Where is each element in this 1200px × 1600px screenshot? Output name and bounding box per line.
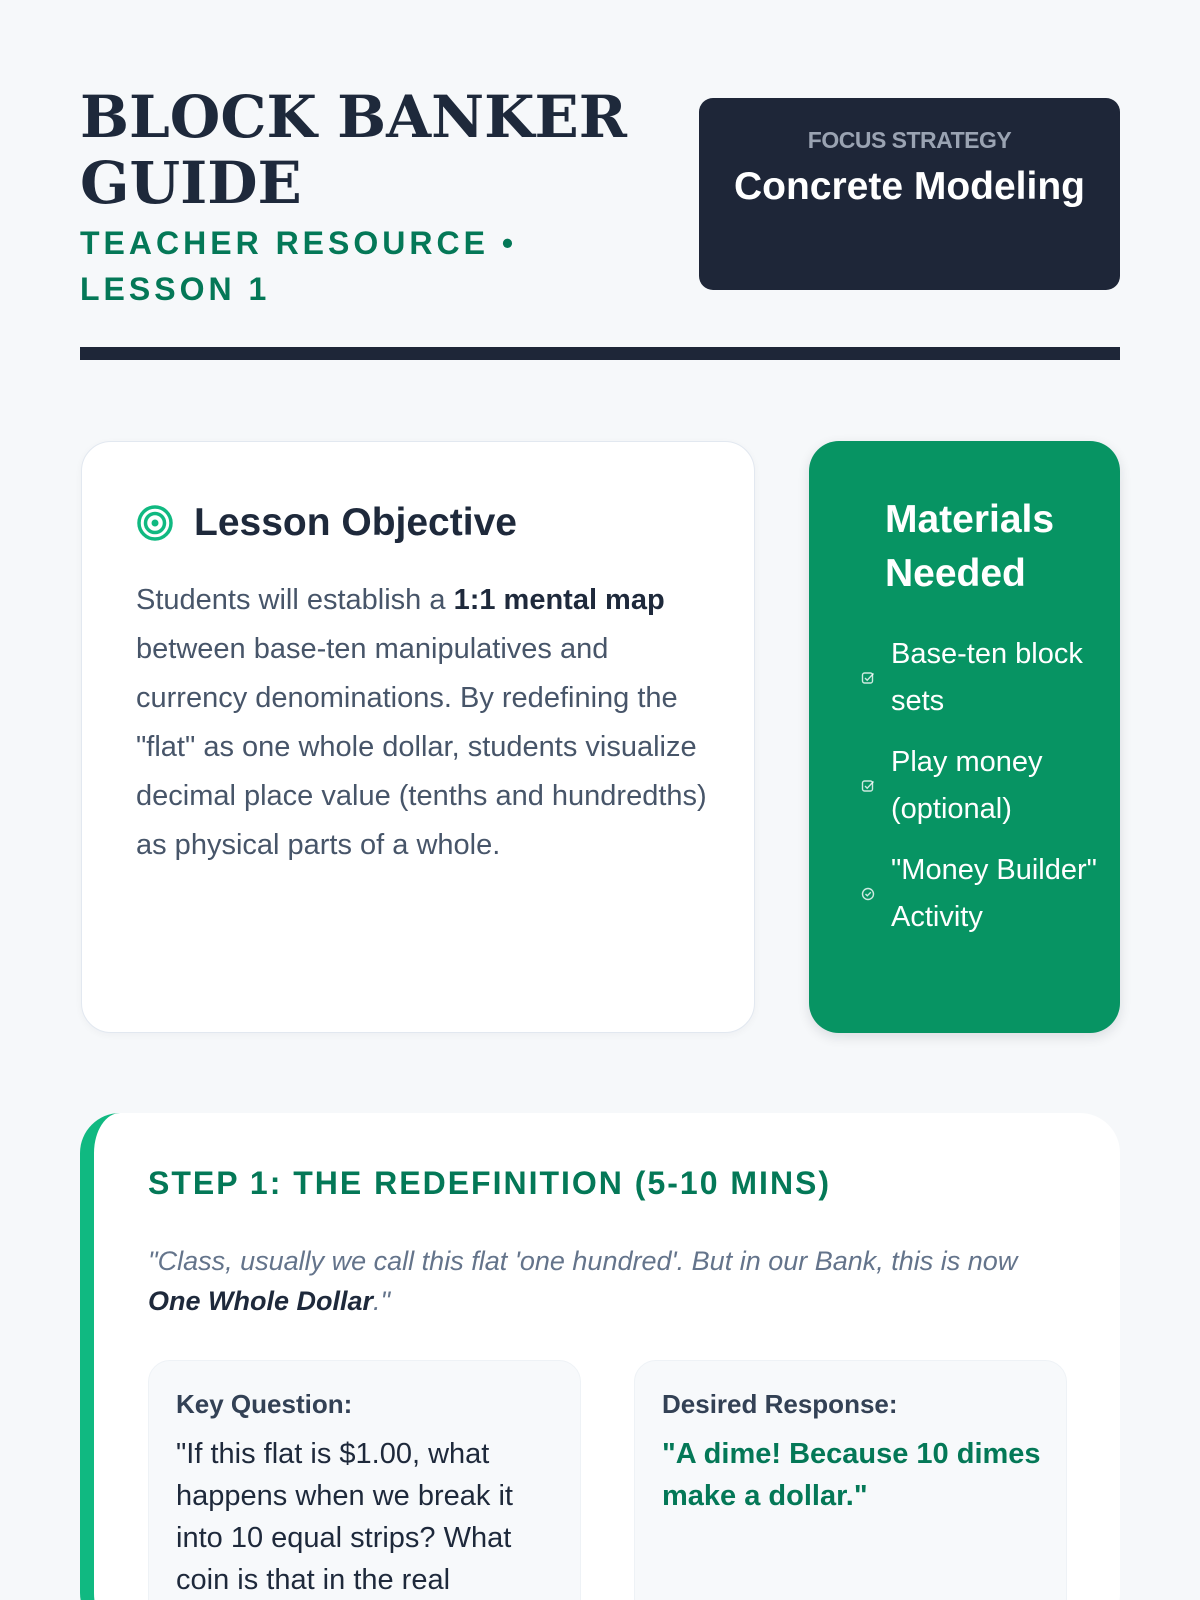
header bbox=[80, 83, 1120, 307]
quote-part: "Class, usually we call this flat 'one hundred'. But in our Bank, this is now bbox=[148, 1246, 1018, 1276]
materials-card bbox=[809, 441, 1120, 1033]
desired-response-box bbox=[634, 1360, 1067, 1600]
teacher-script-quote bbox=[148, 1241, 1068, 1321]
header-divider bbox=[80, 347, 1120, 360]
objective-text bbox=[136, 576, 716, 870]
list-item bbox=[861, 847, 1101, 941]
focus-strategy-label: FOCUS STRATEGY bbox=[807, 127, 1012, 153]
step-title: STEP 1: THE REDEFINITION (5-10 MINS) bbox=[148, 1165, 832, 1201]
objective-text-part: between base-ten manipulatives and currency denominations. By redefining the "flat" as one whole dollar, students visualize decimal place value (tenths and hundredths) as physical parts of a whole. bbox=[136, 633, 707, 861]
desired-response-text: "A dime! Because 10 dimes make a dollar." bbox=[662, 1438, 1041, 1512]
check-circle-icon bbox=[861, 887, 875, 901]
quote-emphasis: One Whole Dollar bbox=[148, 1286, 374, 1316]
list-item bbox=[861, 631, 1101, 725]
focus-strategy-value: Concrete Modeling bbox=[733, 165, 1086, 208]
objective-text-part: Students will establish a bbox=[136, 584, 454, 616]
key-question-label: Key Question: bbox=[176, 1389, 353, 1419]
list-item bbox=[861, 739, 1101, 833]
target-icon bbox=[136, 504, 174, 542]
page-subtitle: TEACHER RESOURCE • LESSON 1 bbox=[80, 225, 518, 307]
key-question-text: "If this flat is $1.00, what happens when we break it into 10 equal strips? What coin is that in the real bbox=[176, 1438, 513, 1596]
key-question-box bbox=[148, 1360, 581, 1600]
material-label: Base-ten block sets bbox=[891, 638, 1083, 717]
check-square-icon bbox=[861, 779, 875, 793]
materials-list bbox=[861, 631, 1101, 955]
lesson-objective-card bbox=[81, 441, 755, 1033]
focus-strategy-card bbox=[699, 98, 1120, 290]
desired-response-label: Desired Response: bbox=[662, 1389, 898, 1419]
material-label: "Money Builder" Activity bbox=[891, 854, 1097, 933]
objective-title: Lesson Objective bbox=[194, 501, 517, 544]
title-block bbox=[80, 84, 680, 312]
materials-title: Materials Needed bbox=[885, 498, 1055, 595]
quote-part: ." bbox=[373, 1286, 391, 1316]
objective-emphasis: 1:1 mental map bbox=[453, 584, 665, 616]
page-title: BLOCK BANKER GUIDE bbox=[80, 83, 627, 217]
objective-header bbox=[136, 498, 517, 548]
check-square-icon bbox=[861, 671, 875, 685]
step-1-card bbox=[80, 1113, 1120, 1600]
material-label: Play money (optional) bbox=[891, 746, 1043, 825]
